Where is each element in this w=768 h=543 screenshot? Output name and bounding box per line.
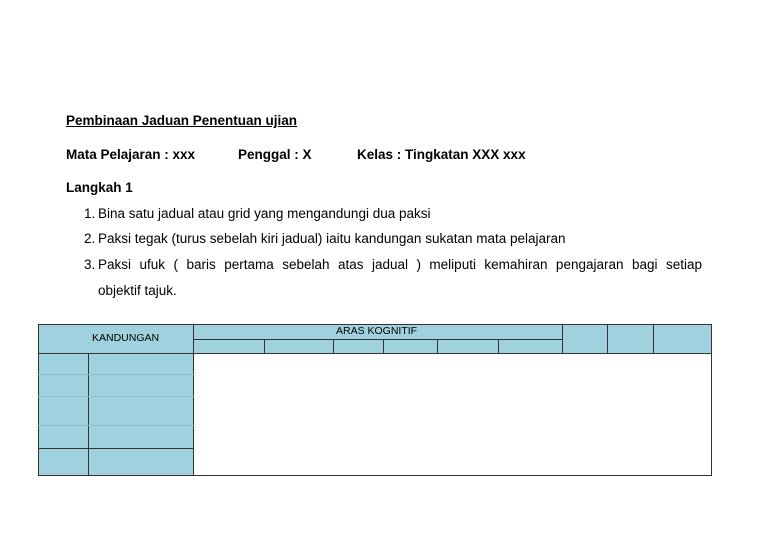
step-text: Bina satu jadual atau grid yang mengandungi dua paksi <box>98 206 431 221</box>
aras-subcolumn <box>333 339 384 354</box>
extra-column-header <box>607 324 654 354</box>
grid-row-line <box>38 374 194 375</box>
step-text: Paksi ufuk ( baris pertama sebelah atas jadual ) meliputi kemahiran pengajaran bagi setiap <box>98 257 702 272</box>
grid-left-col-a <box>38 353 89 476</box>
kelas: Kelas : Tingkatan XXX xxx <box>357 147 526 162</box>
grid-left-col-b <box>88 353 194 476</box>
step-number: 1. <box>84 206 96 221</box>
extra-column-header <box>562 324 608 354</box>
aras-subcolumn <box>383 339 438 354</box>
aras-subcolumn <box>264 339 334 354</box>
penggal: Penggal : X <box>238 147 312 162</box>
aras-subcolumn <box>193 339 265 354</box>
kandungan-label: KANDUNGAN <box>92 332 160 344</box>
grid-row-line <box>38 396 194 397</box>
step-number: 3. <box>84 257 96 272</box>
document-title: Pembinaan Jaduan Penentuan ujian <box>66 113 298 128</box>
aras-kognitif-label: ARAS KOGNITIF <box>336 325 418 337</box>
step-text-continued: objektif tajuk. <box>98 283 177 298</box>
aras-subcolumn <box>498 339 563 354</box>
extra-column-header <box>653 324 712 354</box>
mata-pelajaran: Mata Pelajaran : xxx <box>66 147 196 162</box>
step-text: Paksi tegak (turus sebelah kiri jadual) iaitu kandungan sukatan mata pelajaran <box>98 231 566 246</box>
grid-row-line <box>38 425 194 426</box>
aras-subcolumn <box>437 339 499 354</box>
grid-row-line <box>38 448 194 449</box>
langkah-heading: Langkah 1 <box>66 180 133 195</box>
step-number: 2. <box>84 231 96 246</box>
